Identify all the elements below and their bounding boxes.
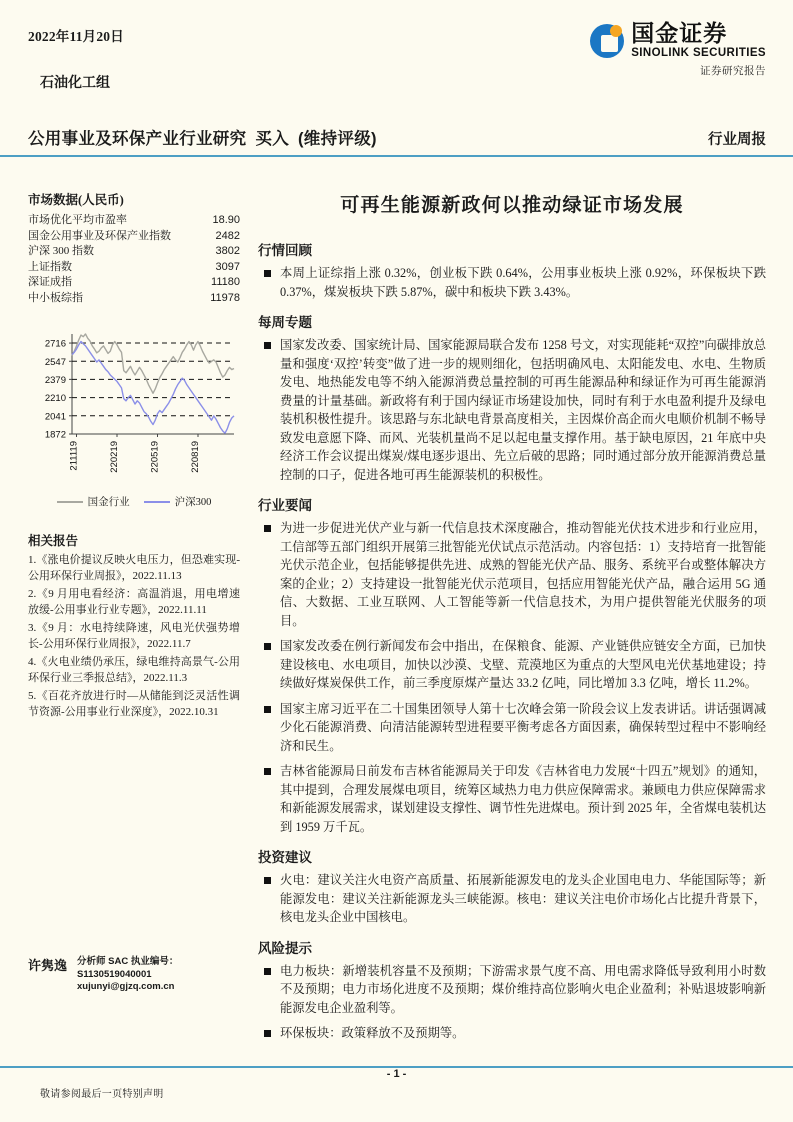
bullet-item <box>258 519 766 630</box>
main-content <box>258 190 766 1050</box>
square-bullet-icon <box>264 706 271 713</box>
bullet-text: 国家主席习近平在二十国集团领导人第十七次峰会第一阶段会议上发表讲话。讲话强调减少化石能源消费、向清洁能源转型进程要平衡考虑各方面因素，确保转型过程中不影响经济和民生。 <box>280 701 766 753</box>
market-data-value: 11180 <box>211 276 240 288</box>
market-data-value: 18.90 <box>212 214 240 226</box>
section-heading: 每周专题 <box>258 315 312 330</box>
chart-legend <box>28 494 240 509</box>
market-data-label: 国金公用事业及环保产业指数 <box>28 229 171 242</box>
section-heading: 风险提示 <box>258 940 312 956</box>
market-data-table <box>28 213 240 306</box>
bullet-text: 电力板块：新增装机容量不及预期；下游需求景气度不高、用电需求降低导致利用小时数不及预期；电力市场化进度不及预期；煤价维持高位影响火电企业盈利；补贴退坡影响新能源发电企业盈利等。 <box>280 963 766 1015</box>
y-tick-label: 2547 <box>44 356 66 368</box>
market-data-row <box>28 260 240 276</box>
logo-company-name-cn: 国金证券 <box>631 20 728 46</box>
market-data-value: 3097 <box>215 260 240 273</box>
x-tick-label: 220819 <box>190 441 201 473</box>
rating-note: (维持评级) <box>298 130 377 148</box>
bullet-item <box>258 264 766 301</box>
market-data-row <box>28 213 240 229</box>
footer-disclaimer: 敬请参阅最后一页特别声明 <box>40 1089 164 1100</box>
report-title-bar <box>28 125 766 149</box>
research-group-label: 石油化工组 <box>40 76 110 91</box>
section-heading: 行业要闻 <box>258 498 312 513</box>
bullet-text: 为进一步促进光伏产业与新一代信息技术深度融合，推动智能光伏技术进步和行业应用，工信部等五部门组织开展第三批智能光伏试点示范活动。内容包括：1）支持培育一批智能光伏示范企业，包括能够提供先进、成熟的智能光伏产品、服务、系统平台或整体解决方案的企业；2）支持建设一批智能光伏示范项目，包括应用智能光伏产品，融合运用 5G 通信、大数据、工业互联网、人工智能等新一代信息技术，为用户提供智能光伏服务的项目。 <box>280 521 766 628</box>
market-data-row <box>28 275 240 291</box>
section-heading: 投资建议 <box>258 850 312 865</box>
chart-svg <box>28 326 240 486</box>
legend-label: 沪深300 <box>174 497 212 508</box>
bullet-text: 国家发改委在例行新闻发布会中指出，在保粮食、能源、产业链供应链安全方面，已加快建设核电、水电项目，加快以沙漠、戈壁、荒漠地区为重点的大型风电光伏基地建设；持续做好煤炭保供工作，前三季度原煤产量达 33.2 亿吨，同比增加 3.3 亿吨，增长 11.2%。 <box>280 639 766 690</box>
related-reports-list <box>28 553 240 720</box>
sidebar <box>28 190 240 723</box>
y-tick-label: 2041 <box>44 411 66 423</box>
square-bullet-icon <box>264 877 271 884</box>
square-bullet-icon <box>264 643 271 650</box>
bullet-item <box>258 700 766 756</box>
legend-swatch <box>57 501 83 503</box>
square-bullet-icon <box>264 525 271 532</box>
section-heading: 行情回顾 <box>258 243 312 258</box>
market-data-label: 中小板综指 <box>28 291 83 304</box>
header-divider <box>0 155 793 157</box>
sinolink-logo-icon <box>590 24 624 58</box>
market-data-label: 深证成指 <box>28 276 72 288</box>
market-data-label: 市场优化平均市盈率 <box>28 214 127 226</box>
market-data-label: 上证指数 <box>28 260 72 273</box>
x-tick-label: 211119 <box>68 441 80 471</box>
bullet-text: 国家发改委、国家统计局、国家能源局联合发布 1258 号文，对实现能耗“双控”向碳排放总量和强度‘双控’转变”做了进一步的规则细化，包括明确风电、太阳能发电、水电、生物质发电、地热能发电等不纳入能源消费总量控制的可再生能源品种和绿证作为可再生能源消费量的计量基础。新政将有利于国内绿证市场建设加快，同时有利于水电盈利提升及绿电装机积极性提升。该思路与东北缺电背景高度相关，主因煤价高企而火电顺价机制不畅导致发电意愿下降、而风、光装机量尚不足以起电量支撑作用。基于缺电原因，21 年底中央经济工作会议提出煤炭/煤电逐步退出、先立后破的思路；同时通过部分放开能源消费总量控制的口子，促进各地可再生能源装机的积极性。 <box>280 338 766 482</box>
square-bullet-icon <box>264 768 271 775</box>
logo-company-name-en: SINOLINK SECURITIES <box>631 47 766 59</box>
bullet-item <box>258 637 766 693</box>
market-data-row <box>28 244 240 260</box>
square-bullet-icon <box>264 270 271 277</box>
y-tick-label: 2716 <box>44 338 66 350</box>
bullet-item <box>258 336 766 484</box>
market-data-row <box>28 229 240 245</box>
bullet-item <box>258 871 766 927</box>
legend-item <box>57 494 130 509</box>
index-performance-chart <box>28 326 240 491</box>
bullet-item <box>258 1024 766 1043</box>
bullet-text: 火电：建议关注火电资产高质量、拓展新能源发电的龙头企业国电电力、华能国际等；新能源发电：建议关注新能源龙头三峡能源。核电：建议关注电价市场化占比提升背景下，核电龙头企业中国核电。 <box>280 873 766 924</box>
company-logo <box>566 22 766 88</box>
industry-title: 公用事业及环保产业行业研究 <box>28 130 247 148</box>
y-tick-label: 1872 <box>44 429 66 441</box>
legend-item <box>144 494 212 509</box>
y-tick-label: 2210 <box>44 393 66 405</box>
report-type-label: 证券研究报告 <box>700 66 766 77</box>
market-data-value: 11978 <box>210 291 240 304</box>
rating-badge: 买入 <box>255 130 290 148</box>
related-report-item[interactable]: 4.《火电业绩仍承压，绿电维持高景气-公用环保行业三季报总结》，2022.11.3 <box>28 656 240 684</box>
related-report-item[interactable]: 5.《百花齐放进行时—从储能到泛灵活性调节资源-公用事业行业深度》，2022.10.31 <box>28 690 240 718</box>
related-reports-heading: 相关报告 <box>28 534 79 548</box>
legend-label: 国金行业 <box>87 497 130 508</box>
square-bullet-icon <box>264 1030 271 1037</box>
related-report-item[interactable]: 3.《9 月：水电持续降速，风电光伏强势增长-公用环保行业周报》，2022.11.7 <box>28 622 240 650</box>
page-number: - 1 - <box>386 1068 407 1080</box>
analyst-license: 分析师 SAC 执业编号：S1130519040001 <box>77 956 179 980</box>
market-data-label: 沪深 300 指数 <box>28 245 94 257</box>
analyst-block <box>28 955 243 992</box>
x-tick-label: 220519 <box>149 441 161 473</box>
content-sections <box>258 239 766 1043</box>
report-date: 2022年11月20日 <box>28 29 124 44</box>
bullet-text: 本周上证综指上涨 0.32%，创业板下跌 0.64%，公用事业板块上涨 0.92%，环保板块下跌 0.37%，煤炭板块下跌 5.87%，碳中和板块下跌 3.43%。 <box>280 266 766 299</box>
market-data-row <box>28 291 240 307</box>
related-report-item[interactable]: 2.《9 月用电看经济：高温消退，用电增速放缓-公用事业行业专题》，2022.11.11 <box>28 588 240 616</box>
legend-swatch <box>144 501 170 503</box>
market-data-heading: 市场数据(人民币) <box>28 193 124 207</box>
page-title: 可再生能源新政何以推动绿证市场发展 <box>340 195 684 216</box>
market-data-value: 2482 <box>215 229 240 242</box>
square-bullet-icon <box>264 968 271 975</box>
square-bullet-icon <box>264 342 271 349</box>
analyst-name: 许隽逸 <box>28 958 68 973</box>
bullet-item <box>258 962 766 1018</box>
report-category-label: 行业周报 <box>708 132 766 148</box>
y-tick-label: 2379 <box>44 374 66 386</box>
related-report-item[interactable]: 1.《涨电价提议反映火电压力，但恐难实现-公用环保行业周报》，2022.11.13 <box>28 554 240 582</box>
x-tick-label: 220219 <box>109 441 120 473</box>
chart-series-line <box>72 342 234 434</box>
bullet-item <box>258 762 766 836</box>
market-data-value: 3802 <box>215 245 240 257</box>
analyst-email[interactable]: xujunyi@gjzq.com.cn <box>77 981 175 992</box>
bullet-text: 吉林省能源局日前发布吉林省能源局关于印发《吉林省电力发展“十四五”规划》的通知，其中提到，合理发展煤电项目，统筹区域热力电力供应保障需求。兼顾电力供应保障需求和新能源发展需求，谋划建设支撑性、调节性先进煤电。预计到 2025 年，全省煤电装机达到 1959 万千瓦。 <box>280 764 766 834</box>
bullet-text: 环保板块：政策释放不及预期等。 <box>280 1026 465 1040</box>
